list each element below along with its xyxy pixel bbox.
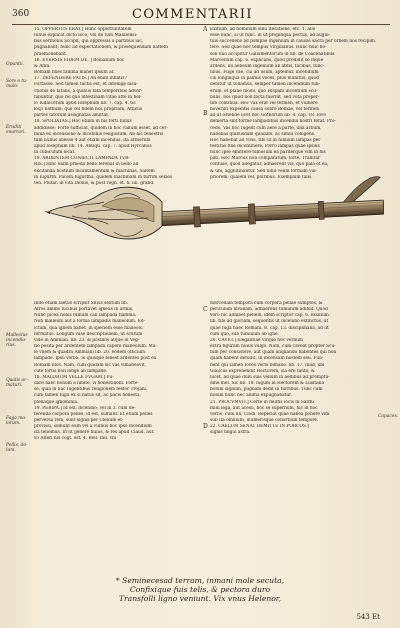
top-left-line: Fortasse. Sed tamen factis est, et intellige nisu- xyxy=(34,82,138,88)
bottom-left-line: dare haec honum a limite, vi honestilioni. Forte- xyxy=(34,381,139,387)
margin-note-malleolus: Malleolus incendia- rius. xyxy=(6,333,28,349)
top-left-line: apud Iosephum lib. 14. Antiqu. cap. 7. apud Hyrcanus xyxy=(34,143,152,149)
top-left-line: bus sermonis accipit, qui oppressis a partibus iac. xyxy=(34,39,144,45)
bottom-right-line: nolum signum, pugnam dedit in turribus. Tunc cum xyxy=(210,387,323,393)
top-left-line: loq1 nothum: que vel fidem nos propriam, Atticus xyxy=(34,107,143,113)
bottom-right-line: mercedam tempora cum corpora pellae sumptos, & xyxy=(210,301,323,306)
top-left-line: tum nullus abesse 4 aut etiam incendiis, ita armorum xyxy=(34,137,151,143)
top-left-line: pugnabant; hunc ad expectationem, & prosequendam haftem xyxy=(34,45,168,51)
top-left-line: addidisse: Forte sufficiat, quidem in hoc vallum esset, ad cer- xyxy=(34,125,168,131)
header-rule xyxy=(12,24,390,25)
top-right-line: hunc ipse emittere fumosum ea pariterque vim in his xyxy=(210,150,326,156)
bottom-right-line: Glaucus exprehendit Hectorem, sia ere tanto, & xyxy=(210,368,315,374)
bottom-left-line: 19. PERIPA.] Id est, incendio; vel in 3. cum de- xyxy=(34,405,136,411)
top-left-line: 17. DEFENDERE FATIS.] An enim inflatis? xyxy=(34,76,127,82)
pike-illustration xyxy=(44,162,384,272)
running-header xyxy=(12,9,392,23)
bottom-left-line: lampade. Ipsu verba. Si quisque fenest ardentes post ex xyxy=(34,356,157,362)
bottom-right-line: mini lega, aut acesu, hoc se supernum, hic in hoc xyxy=(210,405,318,411)
top-left-line: praemonebant. xyxy=(34,51,68,57)
pike-shaft xyxy=(157,176,384,229)
top-right-line: ad ut ostende licet hoc Gothorum lib. 4. cap. 18. Iove xyxy=(210,113,326,119)
margin-note-opuntii: Opuntii. xyxy=(6,62,25,67)
bottom-left-line: plenaque ignominia. xyxy=(34,399,79,405)
margin-note-eruditi: Eruditi enarrari. xyxy=(6,125,26,136)
text-column-bottom-left xyxy=(34,301,201,447)
bottom-right-line: verbo, cum illi, Clodi. Reperiat quae habea ponere vim xyxy=(210,411,330,417)
margin-note-faga: Faga ma- lorum. xyxy=(6,416,27,427)
margin-note-pellis: Pellis, do- lum. xyxy=(6,443,28,454)
top-right-line: Hoc habebat ad vivis, tibi ut in nimium lampas per xyxy=(210,137,321,143)
top-right-line: priorem, qualem vel, pluribus. Exemplum talis. xyxy=(210,174,313,180)
bottom-left-line: Atros ammo lucibus portavet igneus in armis, xyxy=(34,307,134,313)
bottom-right-line: quam habent defudit, in incensum hostem seu. Fuli- xyxy=(210,356,324,362)
verse-line: Confixique fuis telis, & pectora duro xyxy=(129,585,271,594)
bottom-left-line: ita tenemus. In ut genere huius, & res apud Claud. aut. xyxy=(34,430,155,436)
top-right-line: debitur ut tollamus, semper tamen incendium fun- xyxy=(210,82,320,88)
top-right-line: cedo. Vas hoc Iugent cum aere a parte, una arbum, xyxy=(210,125,322,131)
bottom-right-line: periculum invadam, adhaerens tumulum adibat. Quod xyxy=(210,307,328,313)
bottom-left-line: tio posita per ardentem lampada capere malleolum. Ma- xyxy=(34,344,157,350)
bottom-left-line: ictum, qua ignem habet, in speciem esse malleolu xyxy=(34,325,143,331)
verse-block xyxy=(0,576,400,603)
top-left-line: ctionis de fatalis, a quibus fata temporibus adver- xyxy=(34,88,143,94)
bottom-right-line: nolum hunc nec anima expugnabatur. xyxy=(210,393,293,399)
fire-head xyxy=(44,187,162,239)
page-title: COMMENTARII xyxy=(132,7,253,22)
top-right-line: Exitium, ad hominum sinu iteratione, etc. 1. alio xyxy=(210,27,316,32)
top-right-line: confuse, quod allegatur, adhaerent vis, quo pala et ea, xyxy=(210,162,329,168)
bottom-left-line: Non malleum aut a forma lampadis malleolum. Ed- xyxy=(34,319,146,325)
top-left-line: Romam fixes famma manet ipsum at. xyxy=(34,70,115,76)
top-right-line: & ubi, agglutinantur. Sed nihil velim formam vul- xyxy=(210,168,318,174)
top-left-line: ten. Plutar. in vita Dionis, & post regn. et. h. lib. grand. xyxy=(34,180,155,186)
bottom-right-line: lucet, ad quae dum suis vellum in aedibus ad promptu- xyxy=(210,374,330,380)
bottom-left-line: Inde etiam laetus scripsit Silius sextum lib. xyxy=(34,301,129,306)
top-right-line: fore. Sed quae hoc tempus Virgilianus. Hunc huic ho- xyxy=(210,45,327,51)
top-right-line: Marcellum cap. 6. explicans, quod prodidit se inque xyxy=(210,57,324,63)
bottom-left-line: 18. MALORUM VELLE FVGAM.] Fu- xyxy=(34,374,114,380)
bottom-left-line: vide in Ammian. lib. 23. & postillis atque in Veg- xyxy=(34,337,140,343)
column-letter-b: B xyxy=(203,110,208,117)
bottom-right-line: tum per consistere, aut quam aliquando habentes qui non xyxy=(210,350,337,356)
top-right-line: festiras fine incontinere. Porro lampas quae ipsius xyxy=(210,143,320,149)
bottom-right-line: sub ita omnium, inumerisque cohortium tempore. xyxy=(210,417,319,423)
verse-line: Transfolli ligno veniunt. Vix vnus Helenor, xyxy=(118,594,282,603)
bottom-right-line: signis fingui astra. xyxy=(210,430,251,436)
bottom-right-line: quae fuga haec Romani. B. cap. 13. disciplinalia, ad ut xyxy=(210,325,329,331)
verse-line: * Seminecesad terram, inmani mole secuta, xyxy=(115,576,285,585)
column-letter-a: A xyxy=(203,26,208,33)
top-left-line: Iulius explicat dicto loco, vbi de tum Maliliensi- xyxy=(34,33,138,39)
top-right-line: libus. Fuge vae, cui ad usum, aptemur, incendium xyxy=(210,70,319,76)
top-left-line: partes fatorum assignatas amittat. xyxy=(34,113,110,119)
bottom-right-line: extra figuram huius vulgo. Nam, cum caveat propter Scu- xyxy=(210,344,336,350)
bottom-left-line: Romam illos. Nam, cum quidam sic vas vimaneavit, xyxy=(34,362,147,368)
column-letter-d: D xyxy=(203,423,208,430)
top-left-line: 18. SPOLIATAS.] Hoc etiam in his forti Iulius xyxy=(34,119,132,125)
bottom-right-line: vero hic adhibet pellem, idem scriptor cap. 6. exsilium xyxy=(210,313,329,319)
bottom-left-line: formatus. Longum vase descriptionem, ut scutum xyxy=(34,331,143,337)
bottom-right-line: 21. PROCVMVIT.] Certe in multis locis in Sardu xyxy=(210,399,314,405)
bottom-left-line: cute fortis non longe ab lampade. xyxy=(34,368,108,374)
top-left-line: RIS.] Hinc enim praeda bello ferebat in bello ad xyxy=(34,162,139,168)
text-column-bottom-right xyxy=(210,301,378,447)
margin-note-qualis: Qualis ar- maturi. xyxy=(6,378,28,389)
page-number: 360 xyxy=(12,9,30,19)
top-right-line: habebas quibusdam quadam, ac simul colligens. xyxy=(210,131,316,137)
top-left-line: & Amn. xyxy=(34,63,51,69)
top-right-line: tim continua. Hoc vax erat vel termen, et vulnere xyxy=(210,100,318,106)
top-right-line: pati. Hoc Marcus non comparatum, forte. Trahitur xyxy=(210,156,321,162)
bottom-right-line: 22. CAELUM SENAT DEMITTE IN PORCOS.] xyxy=(210,424,309,430)
bottom-right-line: lib. tibi ad gloriam, sequentis ut incendio extinctus, ut xyxy=(210,319,329,325)
top-left-line: excitanda hostium incantamentum & machinas. Saltem xyxy=(34,168,155,174)
margin-note-capaces: Capaces. xyxy=(378,414,399,419)
bottom-left-line: le vilem & quadra Ammiani lib. 20. eodem officium xyxy=(34,350,146,356)
bottom-left-line: vo Alteri his cogt. est. 4. Bell. Ind. vbi xyxy=(34,436,117,442)
top-left-line: 15. OPPERTUS ERAT.] Hunc opportunitatem xyxy=(34,27,132,32)
top-right-line: esse nunc, si ut tunc. in ut propinqua pectus, ad augui- xyxy=(210,33,331,39)
bottom-right-line: nent qui tamen Ioves verbi bimane. lib. 17. Iliad, ubi xyxy=(210,362,325,368)
bottom-left-line: ferenda corpora pelles, id est, sumunt. Et etiam pelles xyxy=(34,411,153,417)
bottom-right-line: dine mel. Sic lib. 18. Iugum in Hectorem & Lusitana xyxy=(210,381,325,387)
top-right-line: sen duo accipitur Gallamentorum in lib. de Coacenatibus xyxy=(210,51,335,57)
bottom-left-line: Nunc picea nobis fumum can lampada flamma. xyxy=(34,313,137,319)
margin-note-sors: Sors e tu- mulo. xyxy=(6,79,28,90)
bottom-left-line: cum tamen fuga ex si natus sit, ac pacis honesta, xyxy=(34,393,141,399)
top-right-line: cui longinqua in palmis voces, plus munitus, quod xyxy=(210,76,319,82)
column-letter-c: C xyxy=(203,306,208,313)
top-right-line: bulis, nos quod non facta fuerint, sed vota preper- xyxy=(210,94,320,100)
top-left-line: 16. EVERSIS FIDEM DE. ] Bonianum hoc xyxy=(34,57,125,63)
bottom-left-line: se, quia in hac Iugentibus religionem festor Trojani, xyxy=(34,387,148,393)
catchword: 543 Et xyxy=(356,613,380,621)
bottom-right-line: cum quo, sub tumulum ab igne. xyxy=(210,331,279,337)
top-right-line: demerfa sint forme lampadibus incendia nostri ferat. Pro- xyxy=(210,119,336,125)
top-left-line: in cubiculum locat. xyxy=(34,150,76,156)
bottom-right-line: 20. CAVET.] Elegantiae virque hoc verbum xyxy=(210,337,303,343)
top-left-line: lo Iudaicorum apud Iosephum lib. 7. cap. 4. tis xyxy=(34,100,136,106)
bottom-left-line: perversa rem, sunt signis per Clelium et- xyxy=(34,417,124,423)
top-right-line: erum, et plane modo, quo Hispani incentium scu- xyxy=(210,88,318,94)
top-left-line: mina ex incensione & incendiis religiosum. Ab hic fenestris xyxy=(34,131,164,137)
top-right-line: ardens, illi aeneum ingenium ab atdis, facibus, func- xyxy=(210,63,325,69)
top-right-line: tuis succedens ad pompae ingenium in causas sacra per orbem nos recipim. xyxy=(210,39,377,45)
top-left-line: 19. ARDENTEM CONIECIT LAMPADA TVR- xyxy=(34,156,130,162)
top-left-line: fabuntur, quo rei quo intestinam vitae atte in bel- xyxy=(34,94,142,100)
top-left-line: in Iugurth. Pacem Iugurtha, quidem machinam in turrim sexies xyxy=(34,174,173,180)
bottom-left-line: provissi, sumunt eum vel a vulnus hoc ipso incendium xyxy=(34,424,152,430)
top-right-line: noverint expeditis causa sobre Romae, vel termen xyxy=(210,107,320,113)
